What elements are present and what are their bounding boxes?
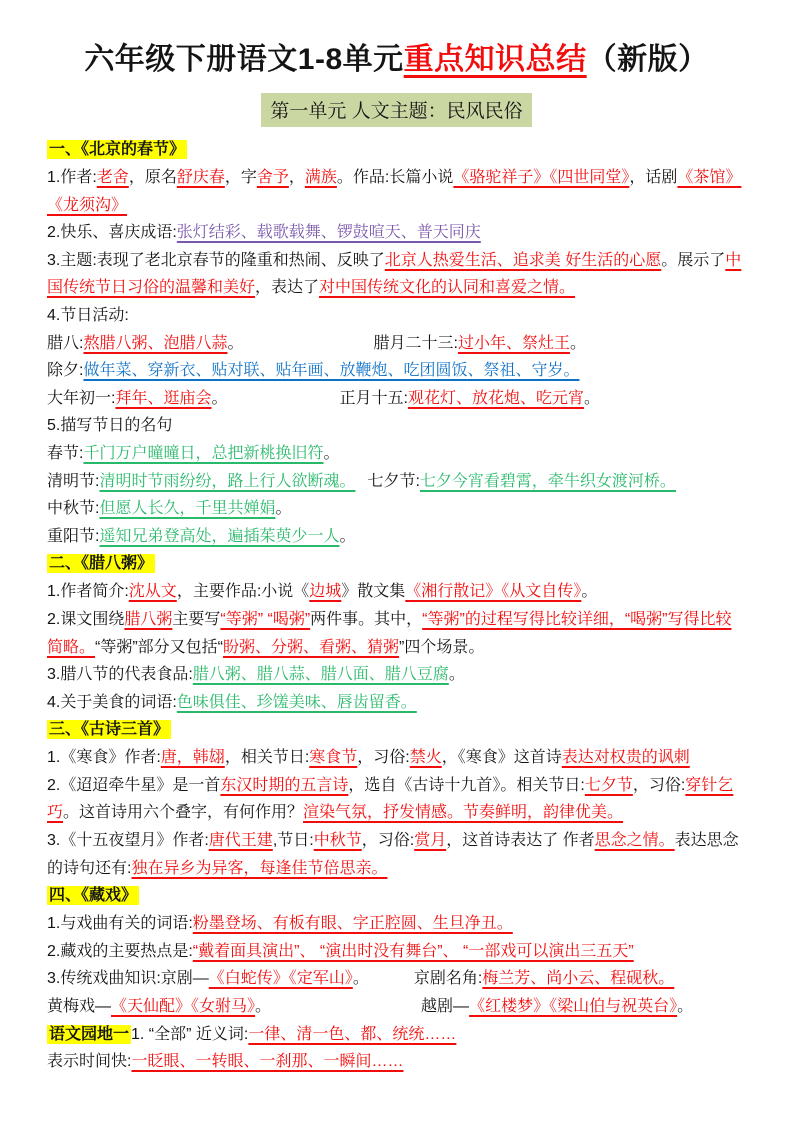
text-segment: 粉墨登场、有板有眼、字正腔圆、生旦净丑。	[192, 915, 513, 933]
text-segment: 。作品:长篇小说	[336, 169, 454, 186]
text-segment: 腊八:	[47, 334, 84, 352]
text-segment: 四、《藏戏》	[49, 887, 138, 905]
text-segment: 满族	[304, 169, 337, 186]
text-segment: ，话剧	[629, 169, 678, 186]
text-segment: 除夕:	[47, 362, 84, 380]
text-segment: 熬腊八粥、泡腊八蒜	[83, 334, 228, 352]
text-segment: 思念之情。	[594, 832, 675, 850]
text-segment: 表达思念的诗句还有:	[47, 832, 739, 877]
text-segment: ，习俗:	[357, 749, 410, 767]
text-segment: 京剧名角:	[413, 970, 483, 988]
text-segment: 舒庆春	[176, 169, 225, 186]
text-segment: 《湘行散记》《从文自传》	[405, 583, 582, 601]
text-segment: 。	[352, 970, 369, 988]
text-line	[47, 578, 746, 606]
text-segment: 2.课文围绕	[47, 610, 125, 628]
text-segment: 重点知识总结	[403, 43, 587, 76]
text-segment: 。	[255, 998, 272, 1016]
text-segment: 中秋节	[313, 832, 362, 850]
text-segment: 春节:	[47, 444, 84, 462]
text-segment: 表示时间快:	[47, 1053, 132, 1071]
text-line	[47, 385, 746, 413]
text-segment: 1.《寒食》作者:	[47, 749, 161, 767]
document-body	[47, 136, 746, 1076]
text-segment: 腊八粥、腊八蒜、腊八面、腊八豆腐	[192, 666, 449, 684]
text-line	[47, 1021, 746, 1049]
text-segment: 渲染气氛，抒发情感。节奏鲜明，韵律优美。	[303, 804, 624, 822]
page-title	[47, 40, 746, 80]
text-line	[47, 827, 746, 882]
text-segment: ，原名	[128, 169, 177, 186]
text-segment: ，	[288, 169, 305, 186]
text-segment: “等粥”部分又包括“	[95, 638, 224, 656]
text-segment: 清明节:	[47, 472, 100, 490]
text-segment: 主要写	[172, 610, 221, 628]
text-segment: 《骆驼祥子》《四世同堂》	[453, 169, 630, 186]
text-segment: ，表达了	[255, 279, 320, 297]
text-segment: 《白蛇传》《定军山》	[208, 970, 353, 988]
text-line	[47, 247, 746, 302]
text-segment: 4.关于美食的词语:	[47, 693, 177, 711]
text-segment: 张灯结彩、载歌载舞、锣鼓喧天、普天同庆	[176, 224, 481, 242]
text-segment: ，习俗:	[361, 832, 415, 850]
text-segment: 《天仙配》《女驸马》	[111, 998, 256, 1016]
text-segment: 越剧—	[421, 998, 470, 1016]
text-segment: 梅兰芳、尚小云、程砚秋。	[482, 970, 675, 988]
text-segment: 1.作者:	[47, 169, 97, 186]
text-segment: 唐代王建	[208, 832, 273, 850]
text-segment: 重阳节:	[47, 527, 100, 545]
text-segment: 千门万户曈曈日，总把新桃换旧符	[83, 444, 324, 462]
text-segment: 。	[339, 527, 356, 545]
text-segment: ，习俗:	[632, 776, 686, 794]
text-segment: 中国传统节日习俗的温馨和美好	[47, 251, 742, 297]
text-segment: 二、《腊八粥》	[49, 555, 154, 573]
text-segment: 。	[275, 500, 292, 518]
text-line	[47, 357, 746, 385]
text-segment: 遥知兄弟登高处，遍插茱萸少一人	[99, 527, 340, 545]
unit-theme-banner: 第一单元 人文主题：民风民俗	[261, 93, 531, 127]
section-heading	[47, 550, 746, 578]
text-segment: 腊月二十三:	[373, 334, 458, 352]
text-segment: 2.《迢迢牵牛星》是一首	[47, 776, 221, 794]
text-segment: 过小年、祭灶王	[457, 334, 570, 352]
text-segment: ，字	[224, 169, 257, 186]
text-segment: 赏月	[414, 832, 447, 850]
subtitle-row	[47, 93, 746, 127]
text-line	[47, 468, 746, 496]
text-segment: 5.描写节日的名句	[47, 417, 173, 435]
text-segment: 一眨眼、一转眼、一刹那、一瞬间……	[131, 1053, 404, 1071]
text-line	[47, 440, 746, 468]
section-heading	[47, 136, 746, 164]
text-line	[47, 689, 746, 717]
section-heading	[47, 716, 746, 744]
text-segment: 》散文集	[341, 583, 406, 601]
text-segment: 一、《北京的春节》	[49, 141, 186, 158]
text-segment: 穿针乞巧	[47, 776, 734, 822]
text-segment: 做年菜、穿新衣、贴对联、贴年画、放鞭炮、吃团圆饭、祭祖、守岁。	[83, 362, 580, 380]
text-segment: 拜年、逛庙会	[115, 389, 212, 407]
text-line	[47, 993, 746, 1021]
text-segment: 黄梅戏—	[47, 998, 112, 1016]
text-segment: 北京人热爱生活、追求美 好生活的心愿	[384, 251, 662, 269]
text-segment: 表达对权贵的讽刺	[561, 749, 690, 767]
text-line	[47, 412, 746, 440]
text-segment: 腊八粥	[124, 610, 173, 628]
text-segment: ”四个场景。	[399, 638, 485, 656]
text-segment: 一律、清一色、都、统统……	[248, 1025, 457, 1043]
text-segment: 2.快乐、喜庆成语:	[47, 224, 177, 242]
text-segment: ，相关节日:	[224, 749, 310, 767]
text-line	[47, 965, 746, 993]
section-heading	[47, 882, 746, 910]
text-segment: 3.《十五夜望月》作者:	[47, 832, 209, 850]
text-segment: 清明时节雨纷纷，路上行人欲断魂。	[99, 472, 356, 490]
text-segment: ，《寒食》这首诗	[441, 749, 562, 767]
text-line	[47, 910, 746, 938]
text-segment: 。	[448, 666, 465, 684]
text-segment: 。	[583, 389, 600, 407]
text-segment: 唐，韩翃	[160, 749, 225, 767]
text-segment: 。	[211, 389, 228, 407]
text-segment: 1.与戏曲有关的词语:	[47, 915, 193, 933]
text-line	[47, 606, 746, 661]
text-segment: 。	[323, 444, 340, 462]
text-segment: 观花灯、放花炮、吃元宵	[407, 389, 584, 407]
text-segment: 盼粥、分粥、看粥、猜粥	[223, 638, 400, 656]
text-segment: 两件事。其中，	[310, 610, 423, 628]
text-segment: 3.传统戏曲知识:京剧—	[47, 970, 209, 988]
text-segment: 《茶馆》《龙须沟》	[47, 169, 742, 214]
text-segment: 3.腊八节的代表食品:	[47, 666, 193, 684]
text-segment: 对中国传统文化的认同和喜爱之情。	[319, 279, 576, 297]
text-line	[47, 495, 746, 523]
text-segment: 三、《古诗三首》	[49, 721, 170, 739]
text-segment: 大年初一:	[47, 389, 116, 407]
text-line	[47, 1048, 746, 1076]
text-line	[47, 661, 746, 689]
text-line	[47, 219, 746, 247]
text-line	[47, 330, 746, 358]
text-segment: 。	[227, 334, 244, 352]
text-segment: 。展示了	[661, 251, 726, 269]
text-segment: 。	[569, 334, 586, 352]
text-segment: ，主要作品:小说《	[176, 583, 310, 601]
text-segment: 3.主题:表现了老北京春节的隆重和热闹、反映了	[47, 251, 385, 269]
text-segment: 色味俱佳、珍馐美味、唇齿留香。	[176, 693, 417, 711]
text-line	[47, 744, 746, 772]
text-segment: 。	[581, 583, 598, 601]
text-segment: 七夕今宵看碧霄，牵牛织女渡河桥。	[419, 472, 676, 490]
text-segment: 2.藏戏的主要热点是:	[47, 942, 193, 960]
text-segment: “戴着面具演出”、 “演出时没有舞台”、 “一部戏可以演出三五天”	[192, 942, 634, 960]
text-segment: 1. “全部” 近义词:	[131, 1025, 249, 1043]
text-segment: 。	[677, 998, 694, 1016]
text-segment: 边城	[309, 583, 342, 601]
text-segment: 舍予	[256, 169, 289, 186]
text-segment: 禁火	[409, 749, 442, 767]
text-segment: 4.节日活动:	[47, 306, 129, 324]
text-segment: 1.作者简介:	[47, 583, 129, 601]
text-segment: “等粥”的过程写得比较详细，“喝粥”写得比较简略。	[47, 610, 732, 656]
text-segment: （新版）	[586, 43, 709, 76]
text-segment: 但愿人长久，千里共婵娟	[99, 500, 276, 518]
text-segment: 寒食节	[309, 749, 358, 767]
text-segment: 东汉时期的五言诗	[220, 776, 349, 794]
text-segment: 七夕节:	[367, 472, 420, 490]
text-segment: ，这首诗表达了 作者	[446, 832, 595, 850]
text-segment: 沈从文	[128, 583, 177, 601]
text-line	[47, 523, 746, 551]
text-segment: 中秋节:	[47, 500, 100, 518]
text-segment: 六年级下册语文1-8单元	[84, 43, 404, 76]
text-segment: ，选自《古诗十九首》。相关节日:	[348, 776, 585, 794]
text-segment: 独在异乡为异客，每逢佳节倍思亲。	[131, 859, 388, 877]
text-segment: 。这首诗用六个叠字，有何作用？	[63, 804, 304, 822]
text-segment: 正月十五:	[339, 389, 408, 407]
text-line	[47, 772, 746, 827]
text-segment: “等粥” “喝粥”	[220, 610, 311, 628]
text-line	[47, 302, 746, 330]
text-segment: 语文园地一	[49, 1025, 130, 1043]
text-line	[47, 938, 746, 966]
text-segment: 七夕节	[584, 776, 633, 794]
text-segment: 《红楼梦》《梁山伯与祝英台》	[469, 998, 678, 1016]
text-segment: 老舍	[96, 169, 129, 186]
text-segment: ,节日:	[272, 832, 314, 850]
text-line	[47, 164, 746, 219]
